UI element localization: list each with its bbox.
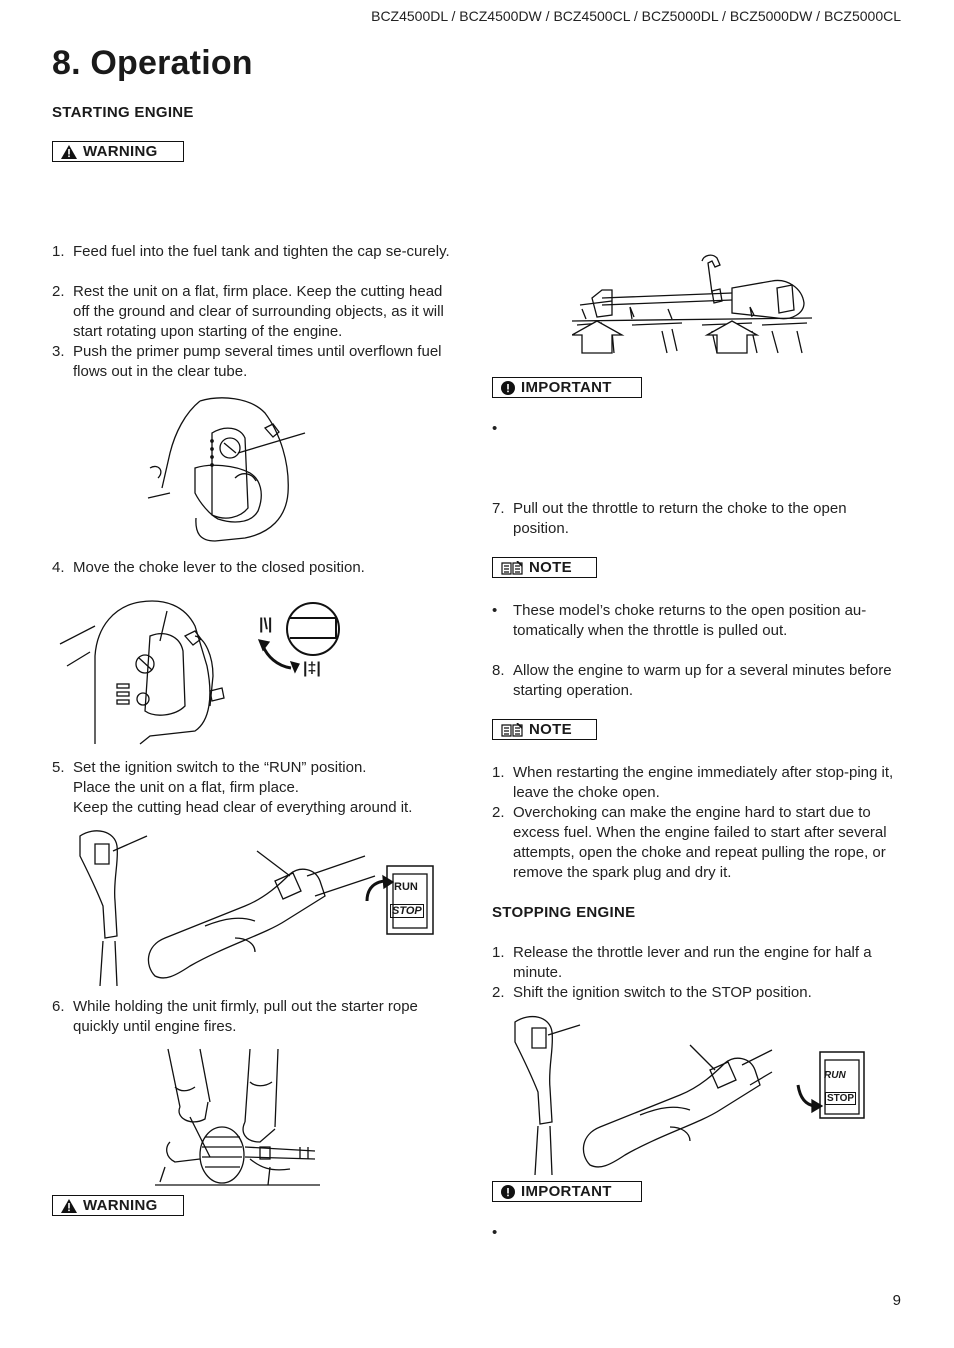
note-bullet-item bbox=[492, 601, 902, 641]
warning-badge-bottom bbox=[52, 1195, 184, 1216]
step-8 bbox=[492, 661, 902, 701]
step-number: 5. bbox=[52, 759, 65, 776]
note-label: NOTE bbox=[529, 721, 572, 738]
model-line: BCZ4500DL / BCZ4500DW / BCZ4500CL / BCZ5000DL / BCZ5000DW / BCZ5000CL bbox=[371, 8, 901, 24]
step-6 bbox=[52, 997, 462, 1037]
choke-open-symbol: |‡| bbox=[303, 660, 321, 677]
step-text: Release the throttle lever and run the engine for half a minute. bbox=[513, 944, 872, 981]
important-bullet: • bbox=[492, 420, 498, 437]
note-text: When restarting the engine immediately after stop-ping it, leave the choke open. bbox=[513, 764, 894, 801]
note-text: Overchoking can make the engine hard to start due to excess fuel. When the engine failed to start after several attempts, open the choke and repeat pulling the rope, or remove the spark plug and dry it. bbox=[513, 804, 887, 881]
step-7 bbox=[492, 499, 902, 539]
important-bullet-2: • bbox=[492, 1224, 498, 1241]
unit-on-ground-illustration bbox=[572, 253, 812, 355]
important-badge bbox=[492, 377, 642, 398]
note-badge bbox=[492, 557, 597, 578]
step-text-line3: Keep the cutting head clear of everything around it. bbox=[73, 799, 413, 816]
exclamation-circle-icon bbox=[501, 381, 515, 395]
note-number: 2. bbox=[492, 804, 505, 821]
step-text: Pull out the throttle to return the choke to the open position. bbox=[513, 500, 847, 537]
step-text: Rest the unit on a flat, firm place. Keep the cutting head off the ground and clear of surrounding objects, as it will start rotating upon starting of the engine. bbox=[73, 283, 444, 340]
stop-step-1 bbox=[492, 943, 902, 983]
primer-pump-illustration bbox=[140, 393, 310, 545]
stopping-engine-heading: STOPPING ENGINE bbox=[492, 904, 636, 921]
page-title: 8. Operation bbox=[52, 44, 253, 82]
note-label: NOTE bbox=[529, 559, 572, 576]
note-1 bbox=[492, 763, 902, 803]
warning-label: WARNING bbox=[83, 143, 158, 160]
note-number: 1. bbox=[492, 764, 505, 781]
book-icon bbox=[501, 723, 523, 737]
starter-rope-illustration bbox=[150, 1047, 325, 1187]
step-text: Push the primer pump several times until overflown fuel flows out in the clear tube. bbox=[73, 343, 442, 380]
switch-run-label: RUN bbox=[394, 881, 418, 893]
step-number: 6. bbox=[52, 998, 65, 1015]
warning-triangle-icon bbox=[61, 145, 77, 159]
switch-run-label: RUN bbox=[824, 1070, 846, 1081]
warning-label: WARNING bbox=[83, 1197, 158, 1214]
step-2 bbox=[52, 282, 462, 342]
warning-badge bbox=[52, 141, 184, 162]
bullet-dot: • bbox=[492, 602, 498, 619]
important-label: IMPORTANT bbox=[521, 1183, 612, 1200]
step-5 bbox=[52, 758, 472, 818]
switch-stop-label: STOP bbox=[392, 905, 422, 917]
step-number: 1. bbox=[52, 243, 65, 260]
step-number: 3. bbox=[52, 343, 65, 360]
exclamation-circle-icon bbox=[501, 1185, 515, 1199]
note-2 bbox=[492, 803, 902, 883]
ignition-switch-run-illustration bbox=[75, 826, 440, 986]
note-text: These model’s choke returns to the open position au-tomatically when the throttle is pulled out. bbox=[513, 602, 867, 639]
step-text: While holding the unit firmly, pull out the starter rope quickly until engine fires. bbox=[73, 998, 418, 1035]
important-badge-2 bbox=[492, 1181, 642, 1202]
choke-closed-symbol: |\| bbox=[259, 616, 273, 633]
step-text: Shift the ignition switch to the STOP position. bbox=[513, 984, 812, 1001]
step-text: Allow the engine to warm up for a several minutes before starting operation. bbox=[513, 662, 892, 699]
step-number: 4. bbox=[52, 559, 65, 576]
starting-engine-heading: STARTING ENGINE bbox=[52, 104, 194, 121]
warning-triangle-icon bbox=[61, 1199, 77, 1213]
step-number: 2. bbox=[492, 984, 505, 1001]
step-number: 1. bbox=[492, 944, 505, 961]
step-text-line2: Place the unit on a flat, firm place. bbox=[73, 779, 299, 796]
switch-stop-label: STOP bbox=[827, 1093, 855, 1104]
step-4 bbox=[52, 558, 462, 578]
step-number: 2. bbox=[52, 283, 65, 300]
ignition-switch-stop-illustration bbox=[510, 1010, 875, 1175]
step-text: Move the choke lever to the closed position. bbox=[73, 559, 365, 576]
book-icon bbox=[501, 561, 523, 575]
step-number: 8. bbox=[492, 662, 505, 679]
choke-lever-illustration bbox=[55, 596, 345, 746]
page-number: 9 bbox=[892, 1292, 901, 1309]
important-label: IMPORTANT bbox=[521, 379, 612, 396]
step-number: 7. bbox=[492, 500, 505, 517]
step-text: Set the ignition switch to the “RUN” position. bbox=[73, 759, 367, 776]
step-3 bbox=[52, 342, 462, 382]
stop-step-2 bbox=[492, 983, 902, 1003]
step-text: Feed fuel into the fuel tank and tighten the cap se-curely. bbox=[73, 243, 450, 260]
note-badge-2 bbox=[492, 719, 597, 740]
step-1 bbox=[52, 242, 462, 262]
